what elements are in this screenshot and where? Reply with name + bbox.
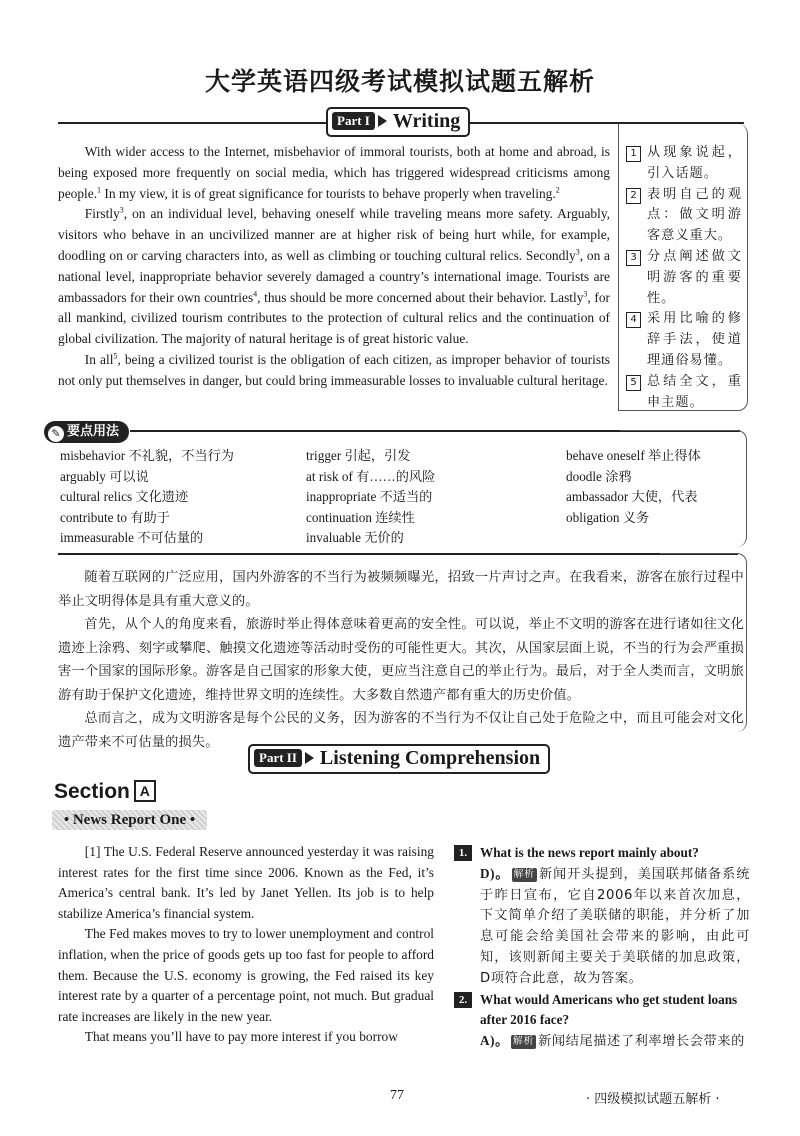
vocab-item: behave oneself 举止得体 <box>566 448 701 463</box>
answer-explanation: D)。 解析 新闻开头提到，美国联邦储备系统于昨日宣布，它自2006年以来首次加息，下文简单介绍了美联储的职能，并分析了加息可能会给美国社会带来的影响，由此可知，该则新闻主要关于美联储的加息政策，D项符合此意，故为答案。 <box>480 865 750 986</box>
answer-explanation: A)。 解析 新闻结尾描述了利率增长会带来的 <box>480 1033 745 1050</box>
vocab-item: contribute to 有助于 <box>60 509 170 525</box>
triangle-icon <box>378 115 387 127</box>
passage-paragraph: That means you’ll have to pay more interest if you borrow <box>84 1029 398 1045</box>
note-item: 4 采用比喻的修辞手法，使道理通俗易懂。 <box>626 309 742 371</box>
running-footer: · 四级模拟试题五解析 · <box>586 1092 720 1107</box>
translation-paragraph: 总而言之，成为文明游客是每个公民的义务，因为游客的不当行为不仅让自己处于危险之中，而且可能会对文化遗产带来不可估量的损失。 <box>58 711 744 750</box>
note-item: 2 表明自己的观点：做文明游客意义重大。 <box>626 185 742 247</box>
question: 2. What would Americans who get student loans after 2016 face? <box>454 990 750 1032</box>
translation-paragraph: 首先，从个人的角度来看，旅游时举止得体意味着更高的安全性。可以说，举止不文明的游客在进行诸如往文化遗迹上涂鸦、刻字或攀爬、触摸文化遗迹等活动时受伤的可能性更大。其次，从国家层面上说，不当的行为会严重损害一个国家的国际形象。游客是自己国家的形象大使，更应当注意自己的举止行为。最后，对于全人类而言，文明旅游有助于保护文化遗迹，维持世界文明的连续性。大多数自然遗产都有重大的历史价值。 <box>58 617 744 703</box>
vocab-item: doodle 涂鸦 <box>566 468 632 484</box>
pencil-icon: ✎ <box>48 426 64 442</box>
vocab-item: at risk of 有……的风险 <box>306 468 436 484</box>
key-points-label: ✎ 要点用法 <box>44 421 129 443</box>
vocab-item: ambassador 大使，代表 <box>566 489 698 504</box>
note-item: 1 从现象说起，引入话题。 <box>626 143 742 185</box>
vocab-column <box>306 446 435 549</box>
vocab-item: inappropriate 不适当的 <box>306 489 433 504</box>
part-title: Listening Comprehension <box>319 747 541 769</box>
essay <box>58 142 610 392</box>
passage-paragraph: [1] The U.S. Federal Reserve announced yesterday it was raising interest rates for the first time since 2006. Known as the Fed, it’s America’s central bank. It’s led by Janet Yellen. Its job is to help stabilize America’s financial system. <box>58 844 434 921</box>
vocab-column <box>566 446 701 528</box>
answers <box>454 843 750 1053</box>
triangle-icon <box>305 752 314 764</box>
notes-list <box>626 143 742 413</box>
part-badge: Part II <box>254 749 302 767</box>
vocab-item: immeasurable 不可估量的 <box>60 530 204 545</box>
analysis-tag: 解析 <box>512 1036 535 1048</box>
vocab-item: continuation 连续性 <box>306 509 415 525</box>
news-report-label: • News Report One • <box>52 810 207 830</box>
part-header-listening <box>248 744 550 774</box>
essay-paragraph: In all$^5$, being a civilized tourist is the obligation of each citizen, as improper behavior of tourists not only put themselves in danger, but could bring immeasurable losses to invaluable cultural heritage. <box>58 351 610 388</box>
section-letter: A <box>134 780 156 802</box>
part-header-writing <box>326 107 470 137</box>
divider <box>58 553 738 555</box>
vocab-item: invaluable 无价的 <box>306 530 404 545</box>
note-item: 5 总结全文，重申主题。 <box>626 372 742 414</box>
vocab-column <box>60 446 234 549</box>
vocab-item: misbehavior 不礼貌，不当行为 <box>60 448 234 463</box>
translation <box>58 566 744 754</box>
page-number: 77 <box>390 1088 404 1103</box>
passage-paragraph: The Fed makes moves to try to lower unemployment and control inflation, when the price of goods gets up too fast for people to afford them. Because the U.S. economy is growing, the Fed raised its key interest rate by a quarter of a percentage point, not much. But gradual rate increases are likely in the new year. <box>58 926 434 1024</box>
essay-paragraph: Firstly$^3$, on an individual level, behaving oneself while traveling means more safety. Arguably, visitors who behave in an uncivilized manner are at higher risk of being hurt while, for example, doodling on or carving characters into, as well as climbing or touching cultural relics. Secondly$^3$, on a national level, inappropriate behavior severely damaged a country’s international image. Tourists are ambassadors for their own countries$^4$, thus should be more concerned about their behavior. Lastly$^3$, for all mankind, civilized tourism contributes to the protection of cultural relics and the continuation of global civilization. The majority of natural heritage is of great historic value. <box>58 205 610 347</box>
vocab-item: cultural relics 文化遗迹 <box>60 489 189 504</box>
vocab-item: obligation 义务 <box>566 509 650 525</box>
page-title: 大学英语四级考试模拟试题五解析 <box>204 69 595 96</box>
question: 1. What is the news report mainly about? <box>454 843 750 864</box>
section-heading: Section A <box>54 780 156 804</box>
translation-paragraph: 随着互联网的广泛应用，国内外游客的不当行为被频频曝光，招致一片声讨之声。在我看来，游客在旅行过程中举止文明得体是具有重大意义的。 <box>58 570 744 609</box>
vocab-item: trigger 引起，引发 <box>306 448 411 463</box>
part-title: Writing <box>392 110 461 132</box>
note-item: 3 分点阐述做文明游客的重要性。 <box>626 247 742 309</box>
part-badge: Part I <box>332 112 375 130</box>
analysis-tag: 解析 <box>513 868 535 880</box>
essay-paragraph: With wider access to the Internet, misbehavior of immoral tourists, both at home and abroad, is being exposed more frequently on social media, which has triggered widespread criticisms among people.$^1$ In my view, it is of great significance for tourists to behave properly when traveling.$^2$ <box>58 144 610 201</box>
vocab-item: arguably 可以说 <box>60 468 149 484</box>
news-passage <box>58 842 434 1048</box>
